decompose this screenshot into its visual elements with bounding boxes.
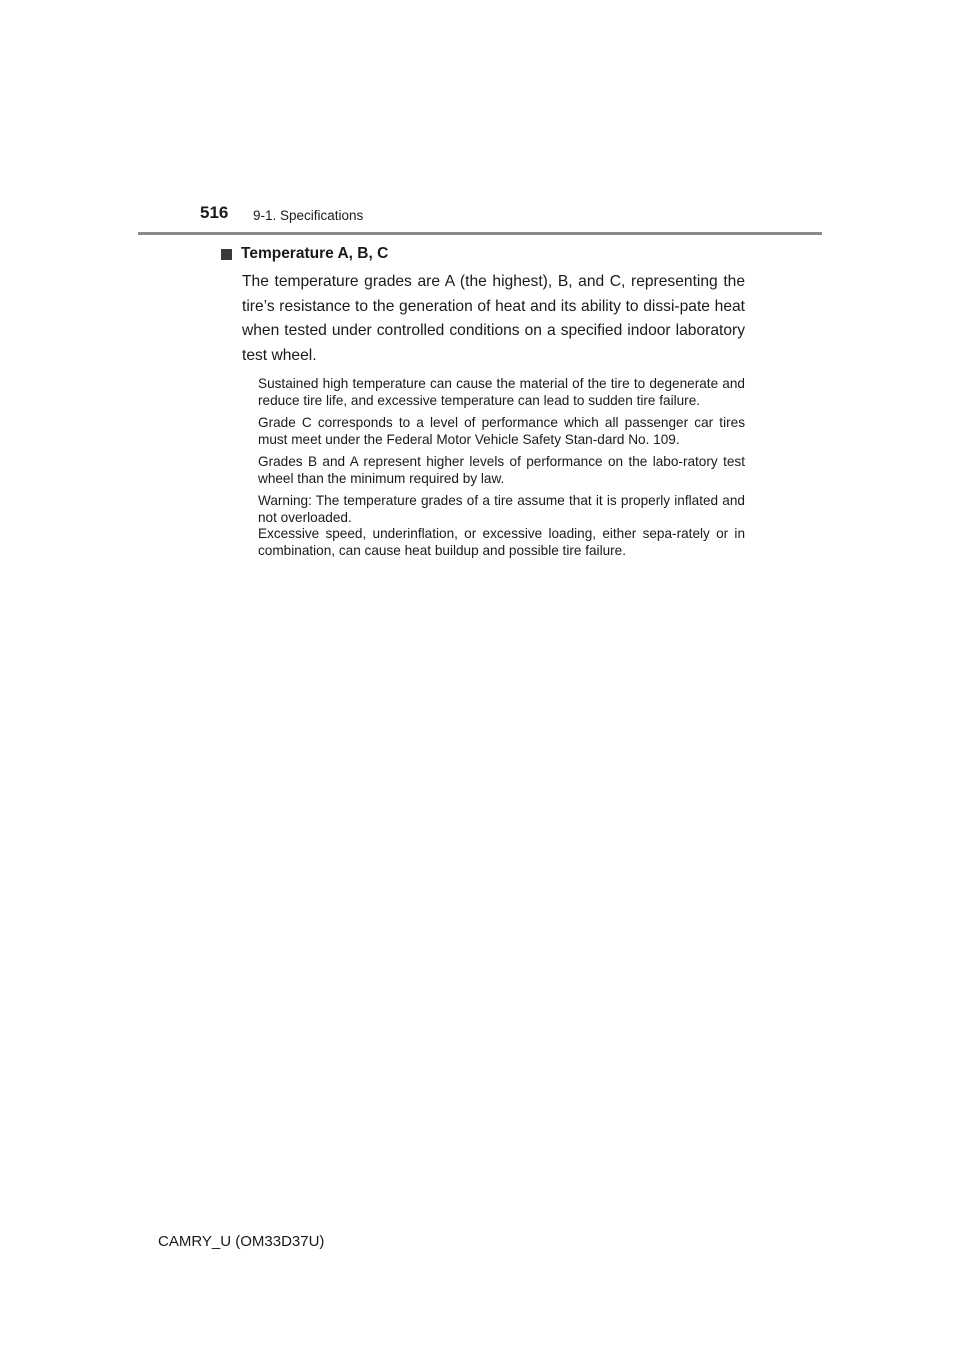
page-header [0,0,960,240]
header-divider [138,232,822,235]
section-heading [219,243,745,265]
note-paragraph: Grades B and A represent higher levels of performance on the labo-ratory test wheel than the minimum required by law. [258,454,745,486]
page-number: 516 [200,203,229,222]
note-paragraph: Grade C corresponds to a level of performance which all passenger car tires must meet under the Federal Motor Vehicle Safety Stan-dard No. 109. [258,415,745,447]
section-lead-paragraph: The temperature grades are A (the highest), B, and C, representing the tire’s resistance to the generation of heat and its ability to dissi-pate heat when tested under controlled conditions on a specified indoor laboratory test wheel. [242,273,745,364]
warning-line: Warning: The temperature grades of a tire assume that it is properly inflated and not overloaded. [258,493,745,525]
square-bullet-icon [221,249,232,260]
note-paragraph: Sustained high temperature can cause the material of the tire to degenerate and reduce tire life, and excessive temperature can lead to sudden tire failure. [258,376,745,408]
document-code: CAMRY_U (OM33D37U) [158,1233,325,1250]
warning-line: Excessive speed, underinflation, or excessive loading, either sepa-rately or in combination, can cause heat buildup and possible tire failure. [258,526,745,558]
section-heading-text: Temperature A, B, C [241,245,389,262]
warning-paragraph [258,493,745,559]
page-content [219,243,745,565]
section-breadcrumb: 9-1. Specifications [253,208,364,223]
notes-list [258,376,745,559]
